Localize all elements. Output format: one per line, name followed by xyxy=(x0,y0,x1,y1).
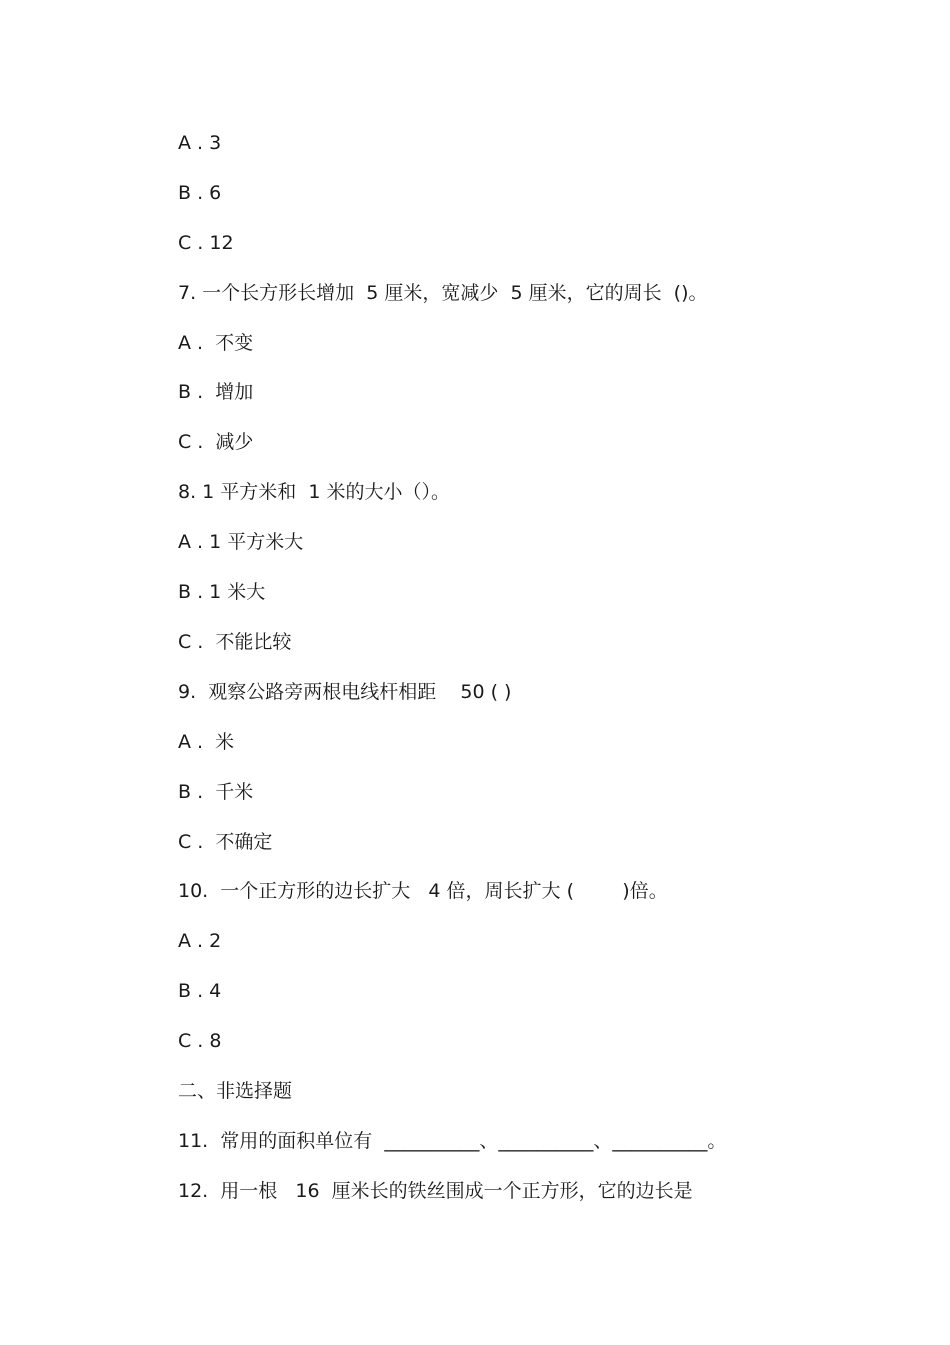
option-line: B . 1 米大 xyxy=(178,581,266,603)
option-line: B . 千米 xyxy=(178,781,254,803)
option-line: C . 8 xyxy=(178,1030,222,1052)
question-line: 11. 常用的面积单位有 __________、__________、__________。 xyxy=(178,1130,727,1152)
option-line: A . 米 xyxy=(178,731,235,753)
option-line: B . 6 xyxy=(178,182,222,204)
option-line: A . 2 xyxy=(178,930,222,952)
option-line: A . 3 xyxy=(178,132,222,154)
option-line: A . 不变 xyxy=(178,332,254,354)
question-line: 9. 观察公路旁两根电线杆相距 50 ( ) xyxy=(178,681,512,703)
option-line: B . 增加 xyxy=(178,381,254,403)
question-line: 12. 用一根 16 厘米长的铁丝围成一个正方形，它的边长是 xyxy=(178,1180,693,1202)
option-line: A . 1 平方米大 xyxy=(178,531,304,553)
option-line: C . 12 xyxy=(178,232,234,254)
question-line: 7. 一个长方形长增加 5 厘米，宽减少 5 厘米，它的周长 ()。 xyxy=(178,282,708,304)
question-line: 8. 1 平方米和 1 米的大小（）。 xyxy=(178,481,451,503)
section-heading: 二、非选择题 xyxy=(178,1080,293,1102)
question-line: 10. 一个正方形的边长扩大 4 倍，周长扩大 ( )倍。 xyxy=(178,880,668,902)
option-line: C . 不确定 xyxy=(178,831,273,853)
option-line: C . 减少 xyxy=(178,431,254,453)
option-line: B . 4 xyxy=(178,980,222,1002)
option-line: C . 不能比较 xyxy=(178,631,292,653)
